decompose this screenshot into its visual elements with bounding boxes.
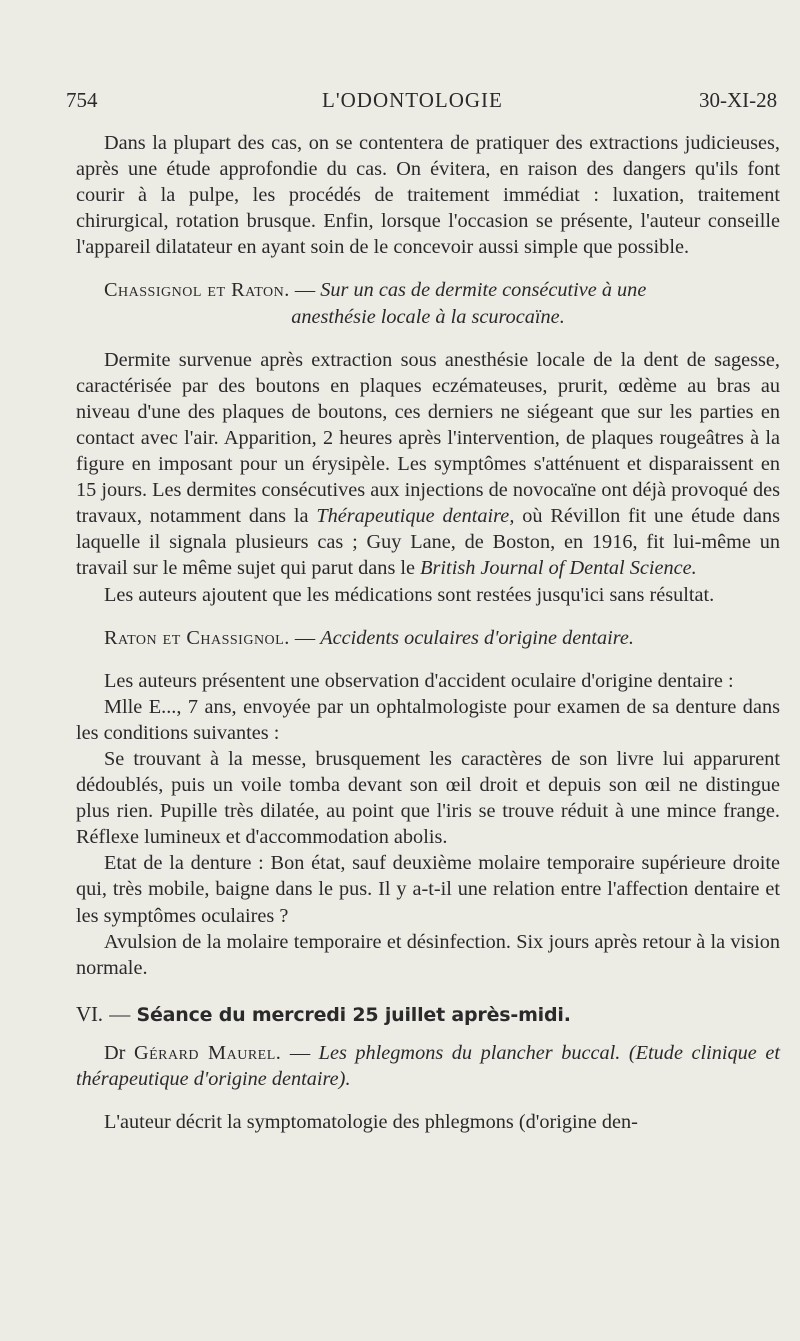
paragraph-text: où Révillon fit une étude dans laquelle il signala plusieurs cas ; Guy Lane, de Boston, en 1916, fit lui-même un travail sur le même sujet qui parut dans le bbox=[76, 505, 781, 580]
article-subtitle: (Etude clinique et thérapeutique d'origine dentaire). bbox=[76, 1041, 780, 1090]
dash: — bbox=[294, 279, 316, 302]
paragraph bbox=[76, 347, 780, 582]
paragraph: Etat de la denture : Bon état, sauf deuxième molaire temporaire supérieure droite qui, très mobile, baigne dans le pus. Il y a-t-il une relation entre l'affection dentaire et les symptômes oculaires ? bbox=[76, 852, 780, 927]
article-author: Gérard Maurel. bbox=[133, 1041, 282, 1064]
article-heading bbox=[76, 1040, 780, 1092]
paragraph: Avulsion de la molaire temporaire et désinfection. Six jours après retour à la vision normale. bbox=[76, 930, 780, 979]
section-title: Séance du mercredi 25 juillet après-midi. bbox=[136, 1003, 571, 1026]
article-heading bbox=[76, 625, 780, 651]
paragraph-text: Dermite survenue après extraction sous anesthésie locale de la dent de sagesse, caractérisée par des boutons en plaques eczémateuses, prurit, œdème au bras au niveau d'une des plaques de boutons, ces derniers ne siégeant que sur les parties en contact avec l'air. Apparition, 2 heures après l'intervention, de plaques rougeâtres à la figure en imposant pour un érysipèle. Les symptômes s'atténuent et disparaissent en 15 jours. Les dermites consécutives aux injections de novocaïne ont déjà provoqué des travaux, notamment dans la bbox=[76, 348, 780, 528]
paragraph: Les auteurs présentent une observation d'accident oculaire d'origine dentaire : bbox=[104, 669, 734, 692]
article-authors: Chassignol et Raton. bbox=[104, 279, 290, 302]
journal-reference: British Journal of Dental Science. bbox=[420, 557, 697, 580]
article-title: Accidents oculaires d'origine dentaire. bbox=[320, 626, 634, 649]
journal-title: L'ODONTOLOGIE bbox=[322, 88, 503, 112]
paragraph bbox=[76, 694, 780, 746]
article-authors: Raton et Chassignol. bbox=[104, 626, 290, 649]
paragraph: Les auteurs ajoutent que les médications sont restées jusqu'ici sans résultat. bbox=[104, 583, 715, 606]
article-heading bbox=[76, 277, 780, 303]
page-number: 754 bbox=[66, 88, 98, 112]
italic-reference: Thérapeutique dentaire, bbox=[316, 505, 515, 528]
article-title: Sur un cas de dermite consécutive à une bbox=[320, 279, 647, 302]
paragraph-text: E..., 7 ans, envoyée par un ophtalmologiste pour examen de sa denture dans les conditions suivantes : bbox=[76, 695, 780, 744]
section-heading bbox=[76, 1001, 780, 1028]
dash: — bbox=[109, 1001, 131, 1026]
title-prefix: Dr bbox=[104, 1041, 126, 1064]
paragraph: Dans la plupart des cas, on se contentera de pratiquer des extractions judicieuses, après une étude approfondie du cas. On évitera, en raison des dangers qu'ils font courir à la pulpe, les procédés de traitement immédiat : luxation, traitement chirurgical, rotation brusque. Enfin, lorsque l'occasion se présente, l'auteur conseille l'appareil dilatateur en ayant soin de le concevoir aussi simple que possible. bbox=[76, 132, 780, 259]
article-title-cont bbox=[76, 304, 780, 330]
article-title-line2: anesthésie locale à la scurocaïne. bbox=[291, 305, 565, 328]
paragraph: Se trouvant à la messe, brusquement les caractères de son livre lui apparurent dédoublés, puis un voile tomba devant son œil droit et depuis son œil ne distingue plus rien. Pupille très dilatée, au point que l'iris se trouve réduit à une mince frange. Réflexe lumineux et d'accommodation abolis. bbox=[76, 747, 780, 849]
honorific: Mlle bbox=[104, 695, 143, 718]
paragraph: L'auteur décrit la symptomatologie des phlegmons (d'origine den- bbox=[104, 1111, 638, 1134]
article-title: Les phlegmons du plancher buccal. bbox=[318, 1041, 621, 1064]
running-header bbox=[66, 88, 800, 114]
issue-date: 30-XI-28 bbox=[699, 88, 778, 112]
section-number: VI. bbox=[76, 1001, 103, 1026]
dash: — bbox=[289, 1041, 311, 1064]
dash: — bbox=[294, 626, 316, 649]
body-text bbox=[76, 130, 780, 1135]
